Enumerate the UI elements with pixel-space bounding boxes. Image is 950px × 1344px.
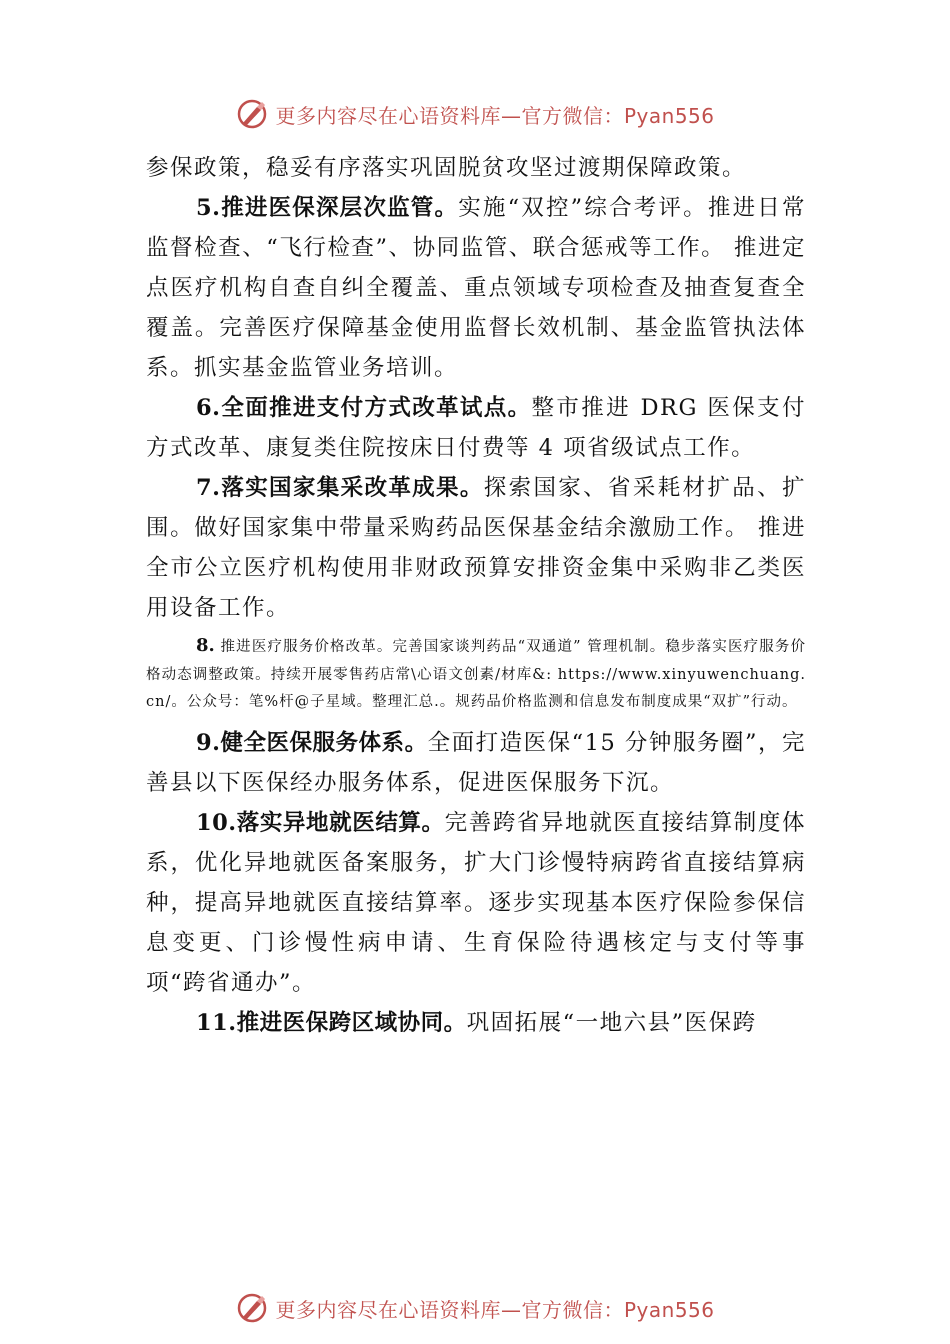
paragraph-7-text: 探索国家、省采耗材扩品、扩围。做好国家集中带量采购药品医保基金结余激励工作。 推进全市公立医疗机构使用非财政预算安排资金集中采购非乙类医用设备工作。 <box>146 475 806 621</box>
watermark-label-footer: 更多内容尽在心语资料库—官方微信： <box>275 1297 624 1322</box>
watermark-handle: Pyan556 <box>623 103 715 128</box>
paragraph-5-heading: 5.推进医保深层次监管。 <box>196 195 459 221</box>
paragraph-8-number: 8. <box>196 635 215 656</box>
pen-logo-icon <box>235 97 269 131</box>
paragraph-8 <box>146 632 806 717</box>
paragraph-9 <box>146 723 806 803</box>
watermark-handle-footer: Pyan556 <box>623 1297 715 1322</box>
pen-logo-icon <box>235 1291 269 1325</box>
watermark-label: 更多内容尽在心语资料库—官方微信： <box>275 103 624 128</box>
paragraph-6 <box>146 388 806 468</box>
paragraph-5-text: 实施“双控”综合考评。推进日常监督检查、“飞行检查”、协同监管、联合惩戒等工作。 推进定点医疗机构自查自纠全覆盖、重点领域专项检查及抽查复查全覆盖。完善医疗保障基金使用监督长效机制、基金监管执法体系。抓实基金监管业务培训。 <box>146 195 806 381</box>
paragraph-9-heading: 9.健全医保服务体系。 <box>196 729 428 756</box>
paragraph-0 <box>146 148 806 188</box>
paragraph-7-heading: 7.落实国家集采改革成果。 <box>196 475 484 501</box>
paragraph-10 <box>146 803 806 1003</box>
paragraph-11-heading: 11.推进医保跨区域协同。 <box>196 1009 467 1036</box>
paragraph-11 <box>146 1003 806 1043</box>
paragraph-10-text: 完善跨省异地就医直接结算制度体系，优化异地就医备案服务，扩大门诊慢特病跨省直接结算病种，提高异地就医直接结算率。逐步实现基本医疗保险参保信息变更、门诊慢性病申请、生育保险待遇核定与支付等事项“跨省通办”。 <box>146 809 806 996</box>
document-body <box>146 148 806 1043</box>
paragraph-7 <box>146 468 806 628</box>
paragraph-11-text: 巩固拓展“一地六县”医保跨 <box>466 1009 757 1036</box>
watermark-text <box>275 100 714 129</box>
header-watermark <box>0 96 950 132</box>
watermark-text-footer <box>275 1294 714 1323</box>
paragraph-5 <box>146 188 806 388</box>
paragraph-6-text: 整市推进 DRG 医保支付方式改革、康复类住院按床日付费等 4 项省级试点工作。 <box>146 395 806 461</box>
paragraph-6-heading: 6.全面推进支付方式改革试点。 <box>196 395 532 421</box>
paragraph-0-text: 参保政策，稳妥有序落实巩固脱贫攻坚过渡期保障政策。 <box>146 155 747 181</box>
paragraph-9-text: 全面打造医保“15 分钟服务圈”，完善县以下医保经办服务体系，促进医保服务下沉。 <box>146 729 806 796</box>
paragraph-8-text: 推进医疗服务价格改革。完善国家谈判药品“双通道” 管理机制。稳步落实医疗服务价格动态调整政策。持续开展零售药店常\心语文创素/材库&: https://www.xinyuwenchuang.cn/。公众号：笔%杆@子星域。整理汇总.。规药品价格监测和信息发布制度成果“双扩”行动。 <box>146 639 806 710</box>
paragraph-10-heading: 10.落实异地就医结算。 <box>196 809 445 836</box>
footer-watermark <box>0 1290 950 1326</box>
